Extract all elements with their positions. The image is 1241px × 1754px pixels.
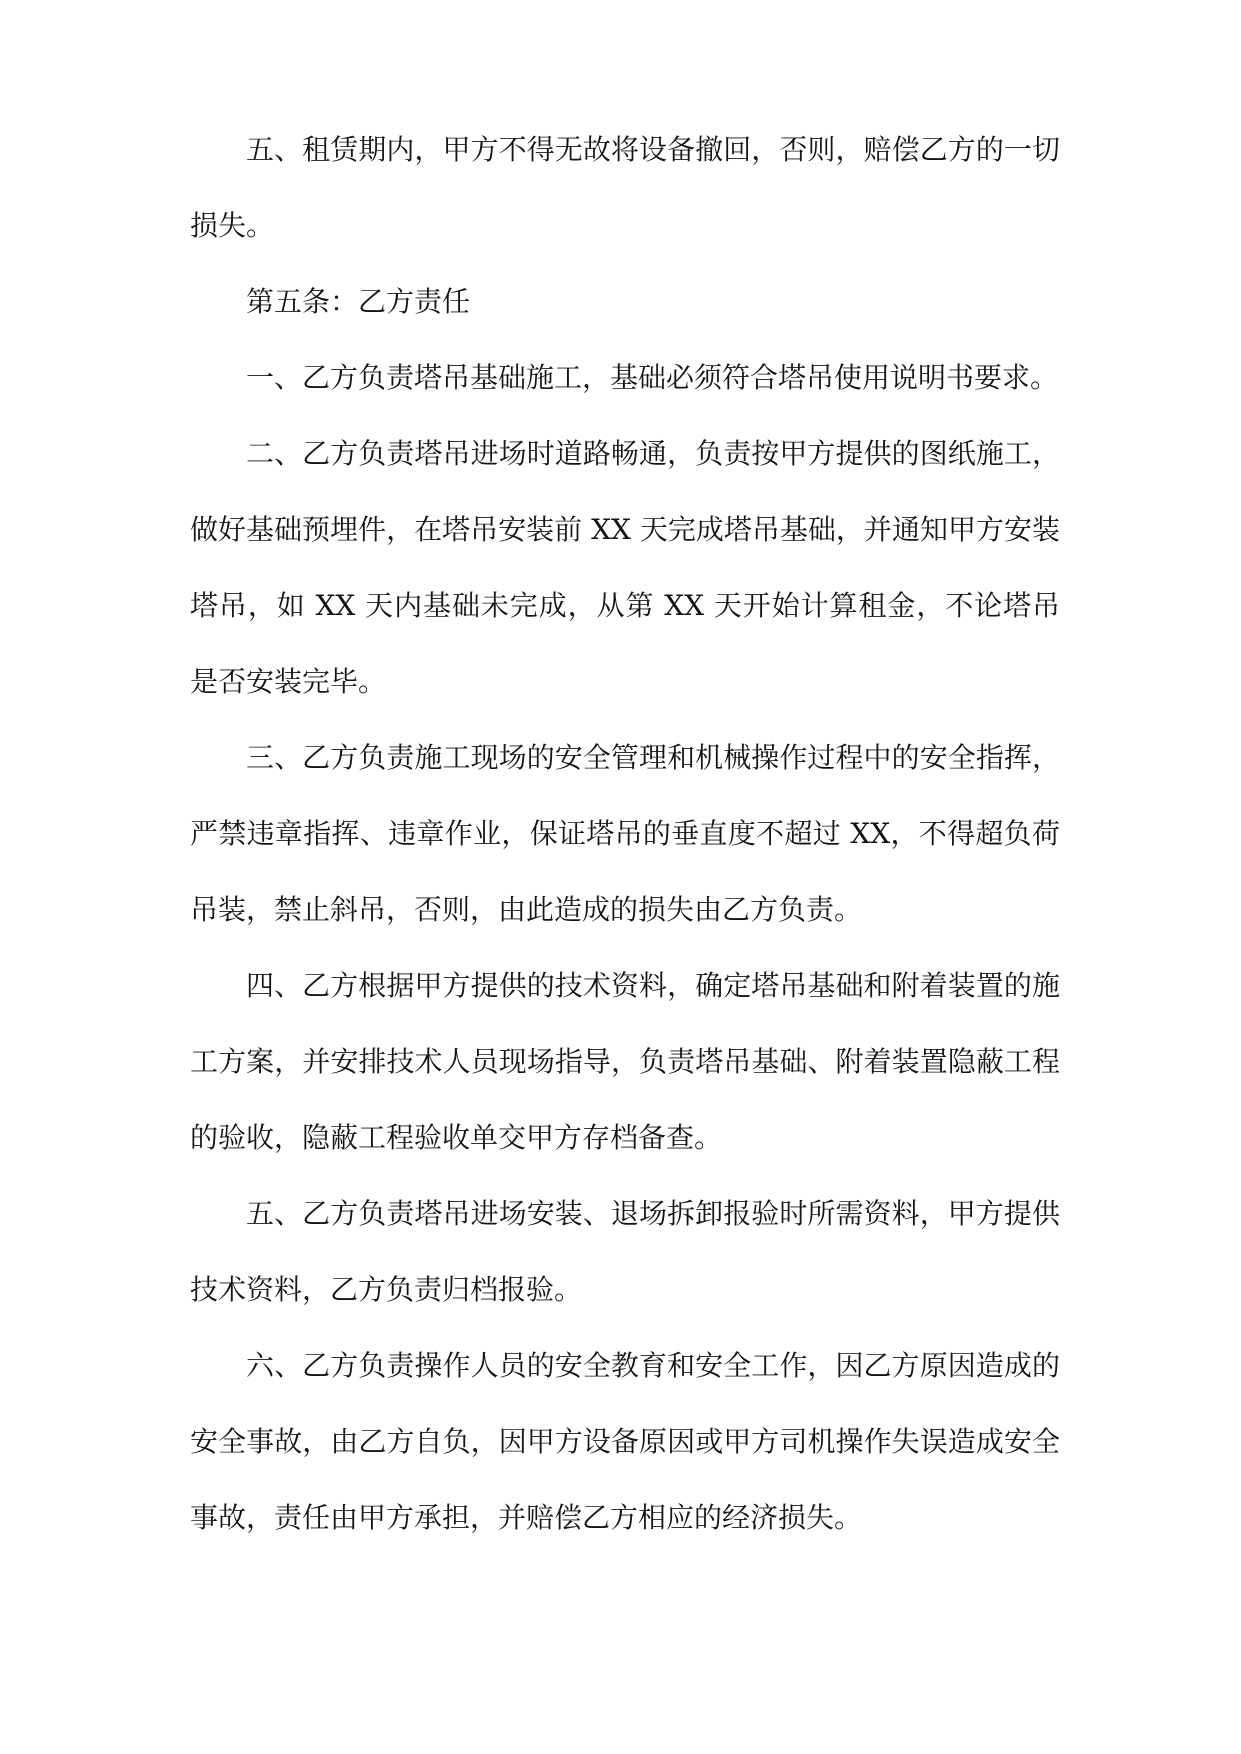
document-page bbox=[190, 112, 1060, 1556]
paragraph-clause-5-item-5: 五、租赁期内，甲方不得无故将设备撤回，否则，赔偿乙方的一切损失。 bbox=[190, 133, 1060, 242]
paragraph-item-6: 六、乙方负责操作人员的安全教育和安全工作，因乙方原因造成的安全事故，由乙方自负，因甲方设备原因或甲方司机操作失误造成安全事故，责任由甲方承担，并赔偿乙方相应的经济损失。 bbox=[190, 1349, 1060, 1534]
section-heading-article-5: 第五条：乙方责任 bbox=[246, 285, 471, 318]
paragraph-item-3: 三、乙方负责施工现场的安全管理和机械操作过程中的安全指挥，严禁违章指挥、违章作业，保证塔吊的垂直度不超过 XX，不得超负荷吊装，禁止斜吊，否则，由此造成的损失由乙方负责。 bbox=[190, 741, 1060, 926]
paragraph-item-5: 五、乙方负责塔吊进场安装、退场拆卸报验时所需资料，甲方提供技术资料，乙方负责归档报验。 bbox=[190, 1197, 1060, 1306]
paragraph-item-1: 一、乙方负责塔吊基础施工，基础必须符合塔吊使用说明书要求。 bbox=[246, 361, 1059, 394]
paragraph-item-4: 四、乙方根据甲方提供的技术资料，确定塔吊基础和附着装置的施工方案，并安排技术人员现场指导，负责塔吊基础、附着装置隐蔽工程的验收，隐蔽工程验收单交甲方存档备查。 bbox=[190, 969, 1060, 1154]
paragraph-item-2: 二、乙方负责塔吊进场时道路畅通，负责按甲方提供的图纸施工，做好基础预埋件，在塔吊安装前 XX 天完成塔吊基础，并通知甲方安装塔吊，如 XX 天内基础未完成，从第 XX 天开始计算租金，不论塔吊是否安装完毕。 bbox=[190, 437, 1060, 698]
